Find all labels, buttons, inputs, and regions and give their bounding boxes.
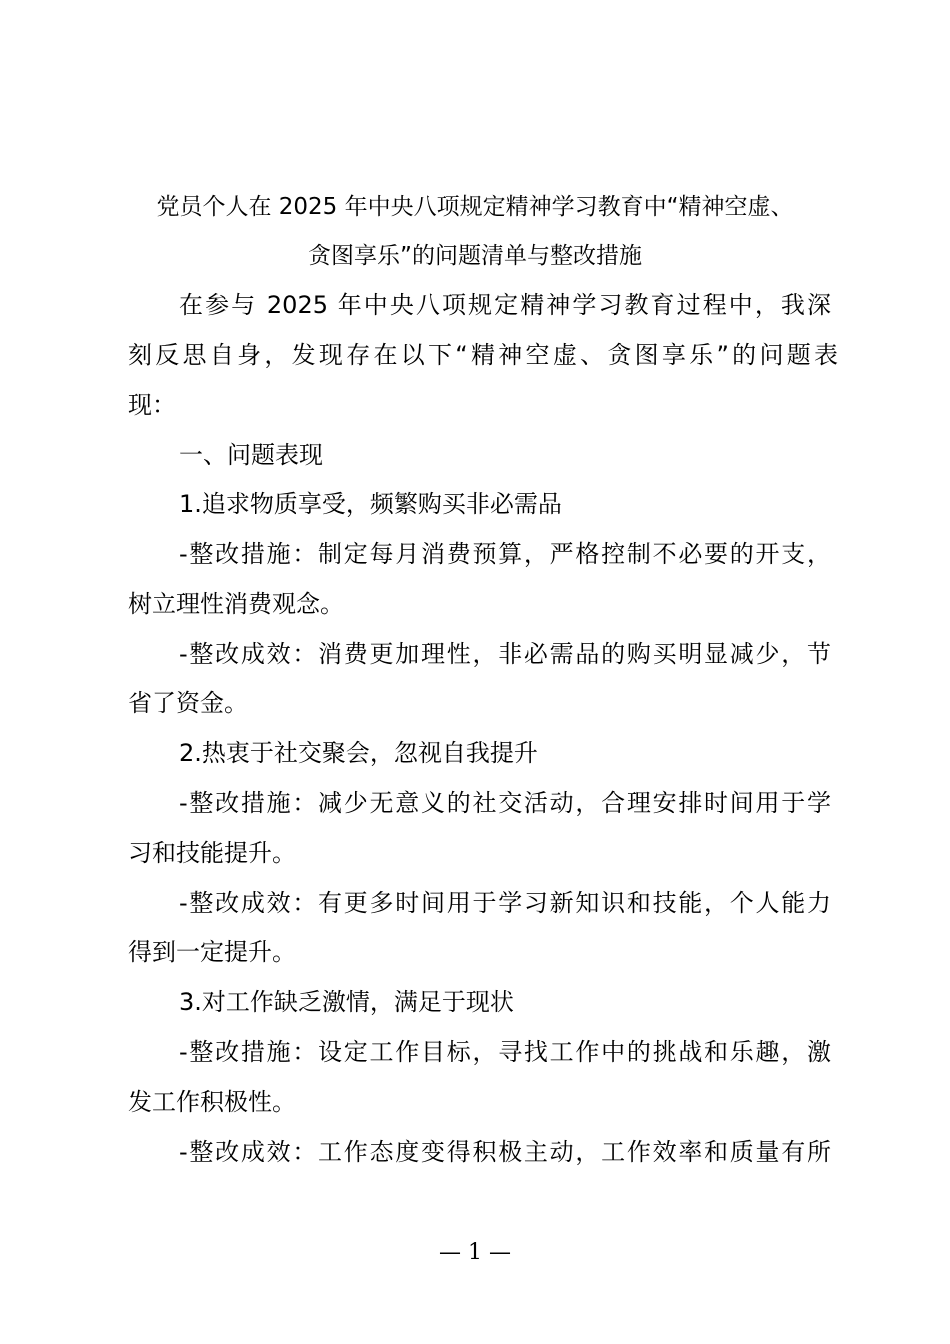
document-title-line-1: 党员个人在 2025 年中央八项规定精神学习教育中“精神空虚、 [156,194,794,220]
item-2-result-line-1: -整改成效：有更多时间用于学习新知识和技能，个人能力 [179,889,831,917]
intro-line-1: 在参与 2025 年中央八项规定精神学习教育过程中，我深 [179,291,831,319]
item-3-measure-line-1: -整改措施：设定工作目标，寻找工作中的挑战和乐趣，激 [179,1038,831,1066]
item-2-result-line-2: 得到一定提升。 [128,938,296,966]
item-1-result-line-2: 省了资金。 [128,689,248,717]
section-heading: 一、问题表现 [179,441,323,469]
item-2-measure-line-2: 习和技能提升。 [128,839,296,867]
item-1-heading: 1.追求物质享受，频繁购买非必需品 [179,490,562,518]
item-3-heading: 3.对工作缺乏激情，满足于现状 [179,988,514,1016]
item-2-measure-line-1: -整改措施：减少无意义的社交活动，合理安排时间用于学 [179,789,831,817]
page-number: — 1 — [439,1240,511,1265]
intro-line-2: 刻反思自身，发现存在以下“精神空虚、贪图享乐”的问题表 [128,341,838,369]
item-1-measure-line-2: 树立理性消费观念。 [128,590,344,618]
item-1-result-line-1: -整改成效：消费更加理性，非必需品的购买明显减少，节 [179,640,831,668]
document-title-line-2: 贪图享乐”的问题清单与整改措施 [308,243,642,269]
intro-line-3: 现： [128,391,176,419]
item-1-measure-line-1: -整改措施：制定每月消费预算，严格控制不必要的开支， [179,540,831,568]
item-2-heading: 2.热衷于社交聚会，忽视自我提升 [179,739,538,767]
item-3-result-line-1: -整改成效：工作态度变得积极主动，工作效率和质量有所 [179,1138,831,1166]
item-3-measure-line-2: 发工作积极性。 [128,1088,296,1116]
